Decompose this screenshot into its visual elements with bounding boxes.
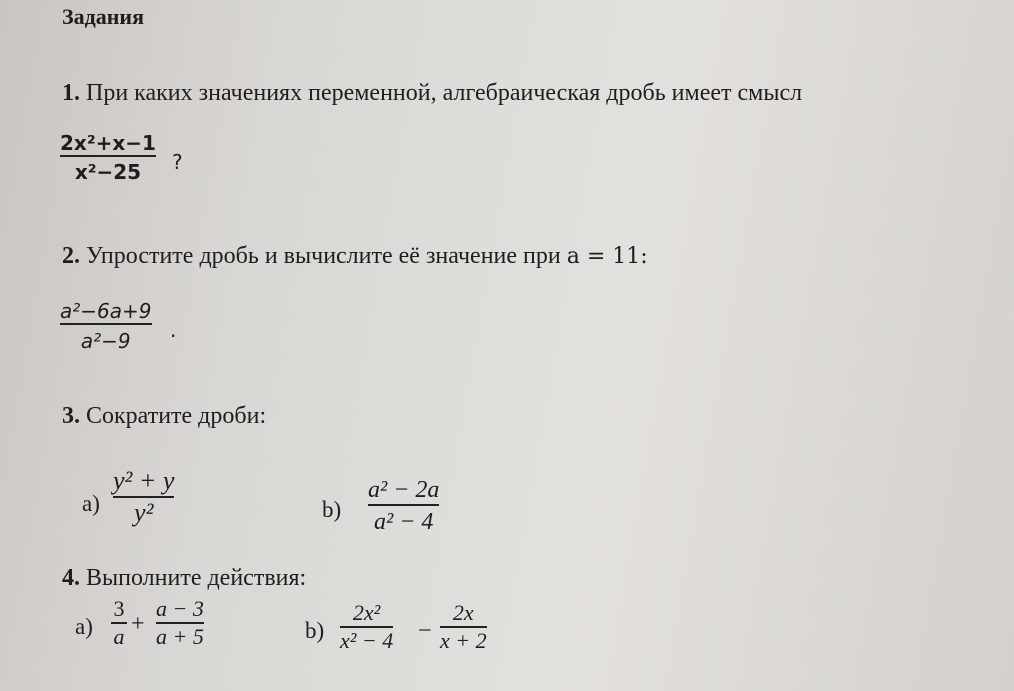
task-1-fraction [60, 131, 156, 184]
task-4a-fraction-1-denominator: a [113, 623, 125, 649]
task-4b-label: b) [305, 618, 325, 643]
task-3a-denominator: y² [134, 497, 154, 527]
task-3-statement [62, 403, 266, 430]
task-4a-operator: + [131, 611, 145, 637]
task-3b-label: b) [322, 497, 342, 522]
task-3b-denominator: a² − 4 [374, 508, 434, 535]
task-4b-fraction-1-numerator: 2x² [352, 600, 381, 625]
task-4a-fraction-2 [156, 596, 204, 650]
task-1-denominator: x²−25 [74, 160, 142, 184]
task-1-numerator: 2x²+x−1 [60, 131, 156, 155]
task-4a-fraction-2-denominator: a + 5 [156, 623, 204, 649]
task-4b-fraction-2-numerator: 2x [452, 600, 474, 625]
task-4a-fraction-1 [111, 596, 127, 650]
task-2-period: . [170, 318, 177, 342]
task-2-text: Упростите дробь и вычислите её значение при [86, 243, 561, 269]
fraction-bar [60, 323, 152, 325]
task-2-statement [62, 243, 648, 270]
task-3-text: Сократите дроби: [86, 403, 267, 429]
task-3a-fraction [113, 466, 174, 528]
task-4-statement [62, 565, 306, 592]
task-1-text: При каких значениях переменной, алгебраическая дробь имеет смысл [86, 80, 803, 106]
task-3b-fraction [368, 477, 439, 536]
task-4b-fraction-1 [340, 600, 393, 654]
task-2-condition: a = 11: [566, 244, 648, 269]
task-4a-fraction-2-numerator: a − 3 [156, 596, 204, 621]
task-4a-fraction-1-numerator: 3 [113, 596, 125, 621]
task-3a-numerator: y² + y [113, 466, 175, 495]
task-3-number: 3. [62, 403, 80, 429]
task-4b-operator: − [418, 618, 432, 644]
task-4-text: Выполните действия: [86, 565, 307, 591]
task-4b-fraction-2-denominator: x + 2 [440, 627, 487, 653]
task-3a-label: a) [82, 491, 100, 516]
task-2-number: 2. [62, 243, 80, 269]
task-4b-fraction-2 [440, 600, 487, 654]
task-3b-numerator: a² − 2a [368, 477, 440, 503]
task-1-statement [62, 80, 802, 107]
page-title: Задания [62, 4, 144, 29]
task-2-fraction [60, 299, 152, 353]
task-1-question-mark: ? [172, 150, 183, 174]
task-1-number: 1. [62, 80, 80, 106]
fraction-bar [60, 155, 156, 157]
task-4b-fraction-1-denominator: x² − 4 [340, 627, 394, 653]
task-2-numerator: a²−6a+9 [60, 299, 152, 323]
task-2-denominator: a²−9 [80, 329, 131, 353]
task-4-number: 4. [62, 565, 80, 591]
fraction-bar [368, 504, 439, 506]
task-4a-label: a) [75, 614, 93, 639]
